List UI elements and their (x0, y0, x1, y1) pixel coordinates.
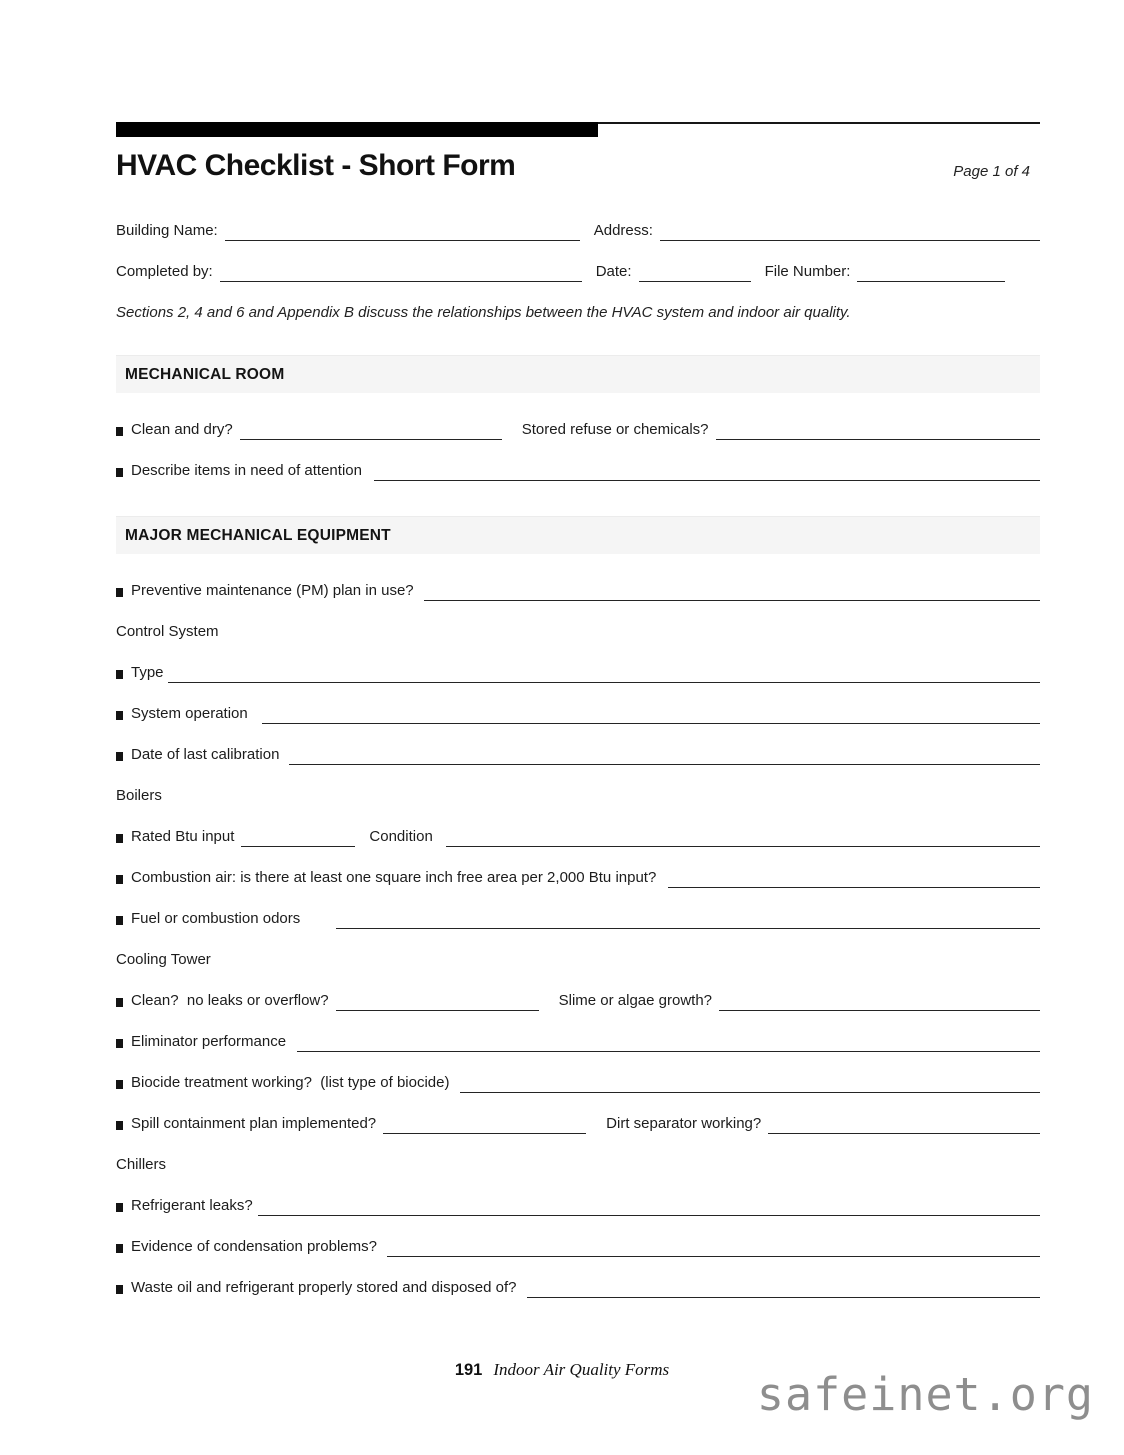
major-equipment-heading: MAJOR MECHANICAL EQUIPMENT (125, 526, 391, 544)
bullet-icon (116, 1244, 123, 1253)
control-system-heading: Control System (116, 623, 219, 640)
date-calibration-field[interactable] (289, 749, 1040, 765)
building-name-field[interactable] (225, 225, 580, 241)
address-label: Address: (593, 222, 653, 239)
title-row (116, 147, 1040, 183)
boilers-heading: Boilers (116, 787, 162, 804)
system-operation-field[interactable] (262, 708, 1040, 724)
condition-label: Condition (369, 828, 433, 845)
clean-no-leaks-field[interactable] (336, 995, 539, 1011)
page-indicator: Page 1 of 4 (953, 163, 1030, 180)
biocide-row (116, 1073, 1040, 1093)
completed-by-label: Completed by: (116, 263, 213, 280)
fuel-odors-field[interactable] (336, 913, 1040, 929)
chillers-heading: Chillers (116, 1156, 167, 1173)
section-header-mechanical-room (116, 355, 1040, 393)
date-field[interactable] (639, 266, 751, 282)
describe-items-label: Describe items in need of attention (131, 462, 362, 479)
type-field[interactable] (168, 667, 1040, 683)
biocide-label: Biocide treatment working? (list type of biocide) (131, 1074, 450, 1091)
fuel-odors-label: Fuel or combustion odors (131, 910, 301, 927)
date-label: Date: (595, 263, 632, 280)
completed-date-file-row (116, 262, 1040, 282)
page-title: HVAC Checklist - Short Form (116, 149, 516, 182)
rated-btu-row (116, 827, 1040, 847)
fuel-odors-row (116, 909, 1040, 929)
bullet-icon (116, 916, 123, 925)
slime-algae-field[interactable] (719, 995, 1040, 1011)
file-number-field[interactable] (857, 266, 1005, 282)
refrigerant-leaks-label: Refrigerant leaks? (131, 1197, 253, 1214)
eliminator-row (116, 1032, 1040, 1052)
waste-oil-row (116, 1278, 1040, 1298)
spill-plan-row (116, 1114, 1040, 1134)
condition-field[interactable] (446, 831, 1040, 847)
bullet-icon (116, 1039, 123, 1048)
stored-refuse-field[interactable] (716, 424, 1041, 440)
combustion-air-row (116, 868, 1040, 888)
bullet-icon (116, 1285, 123, 1294)
boilers-subheading-row (116, 786, 1040, 806)
bullet-icon (116, 588, 123, 597)
intro-note: Sections 2, 4 and 6 and Appendix B discuss the relationships between the HVAC system and indoor air quality. (116, 304, 851, 321)
bullet-icon (116, 752, 123, 761)
building-address-row (116, 221, 1040, 241)
pm-plan-field[interactable] (424, 585, 1040, 601)
eliminator-field[interactable] (297, 1036, 1040, 1052)
bullet-icon (116, 1080, 123, 1089)
file-number-label: File Number: (764, 263, 851, 280)
footer-page-number: 191 (454, 1361, 483, 1379)
slime-algae-label: Slime or algae growth? (558, 992, 713, 1009)
combustion-air-label: Combustion air: is there at least one square inch free area per 2,000 Btu input? (131, 869, 657, 886)
spill-plan-label: Spill containment plan implemented? (131, 1115, 377, 1132)
type-row (116, 663, 1040, 683)
clean-no-leaks-label: Clean? no leaks or overflow? (131, 992, 329, 1009)
bullet-icon (116, 875, 123, 884)
refrigerant-leaks-row (116, 1196, 1040, 1216)
waste-oil-field[interactable] (527, 1282, 1041, 1298)
clean-dry-label: Clean and dry? (131, 421, 233, 438)
bullet-icon (116, 468, 123, 477)
bullet-icon (116, 1121, 123, 1130)
system-operation-label: System operation (131, 705, 248, 722)
clean-dry-row (116, 420, 1040, 440)
bullet-icon (116, 834, 123, 843)
cooling-tower-heading: Cooling Tower (116, 951, 211, 968)
combustion-air-field[interactable] (668, 872, 1040, 888)
bullet-icon (116, 670, 123, 679)
eliminator-label: Eliminator performance (131, 1033, 287, 1050)
date-calibration-label: Date of last calibration (131, 746, 280, 763)
bullet-icon (116, 711, 123, 720)
spill-plan-field[interactable] (383, 1118, 586, 1134)
bullet-icon (116, 1203, 123, 1212)
address-field[interactable] (660, 225, 1040, 241)
mechanical-room-heading: MECHANICAL ROOM (125, 365, 285, 383)
waste-oil-label: Waste oil and refrigerant properly stored and disposed of? (131, 1279, 517, 1296)
clean-no-leaks-row (116, 991, 1040, 1011)
chillers-subheading-row (116, 1155, 1040, 1175)
system-operation-row (116, 704, 1040, 724)
footer-publication: Indoor Air Quality Forms (493, 1360, 670, 1379)
clean-dry-field[interactable] (240, 424, 502, 440)
header-black-bar (116, 122, 598, 137)
date-calibration-row (116, 745, 1040, 765)
pm-plan-label: Preventive maintenance (PM) plan in use? (131, 582, 414, 599)
watermark: safeinet.org (756, 1368, 1094, 1421)
dirt-separator-field[interactable] (768, 1118, 1040, 1134)
section-header-major-equipment (116, 516, 1040, 554)
rated-btu-field[interactable] (241, 831, 355, 847)
condensation-field[interactable] (387, 1241, 1040, 1257)
describe-items-field[interactable] (374, 465, 1040, 481)
describe-items-row (116, 461, 1040, 481)
pm-plan-row (116, 581, 1040, 601)
rated-btu-label: Rated Btu input (131, 828, 235, 845)
building-name-label: Building Name: (116, 222, 218, 239)
type-label: Type (131, 664, 164, 681)
dirt-separator-label: Dirt separator working? (606, 1115, 762, 1132)
cooling-tower-subheading-row (116, 950, 1040, 970)
stored-refuse-label: Stored refuse or chemicals? (521, 421, 709, 438)
refrigerant-leaks-field[interactable] (258, 1200, 1040, 1216)
condensation-row (116, 1237, 1040, 1257)
biocide-field[interactable] (460, 1077, 1040, 1093)
condensation-label: Evidence of condensation problems? (131, 1238, 377, 1255)
bullet-icon (116, 427, 123, 436)
control-system-subheading-row (116, 622, 1040, 642)
top-rule (116, 122, 1040, 135)
completed-by-field[interactable] (220, 266, 582, 282)
bullet-icon (116, 998, 123, 1007)
